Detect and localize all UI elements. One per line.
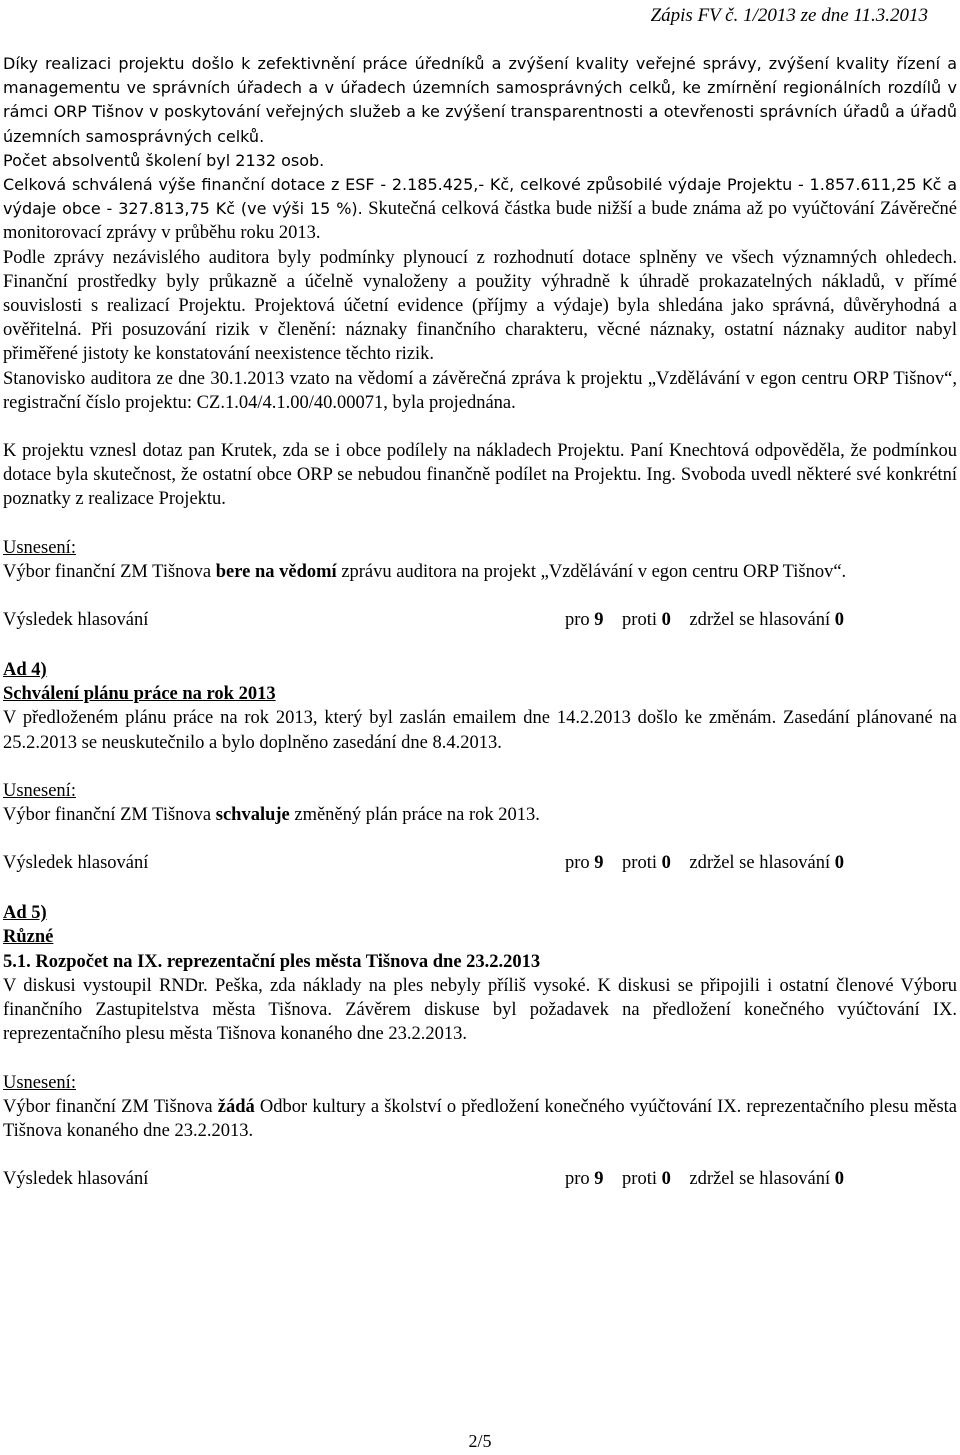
- vote-result-1: [3, 608, 957, 634]
- vote-label: Výsledek hlasování: [3, 610, 149, 631]
- agenda-item-5-1-heading: 5.1. Rozpočet na IX. reprezentační ples města Tišnova dne 23.2.2013: [3, 951, 541, 972]
- agenda-item-5-heading: Různé: [3, 927, 54, 948]
- resolution-2-verb: schvaluje: [215, 805, 290, 826]
- agenda-item-4-number: Ad 4): [3, 660, 47, 681]
- document-body: [3, 52, 957, 1193]
- funding-final: Skutečná celková částka bude nižší a bude známa až po vyúčtování Závěrečné monitorovací zprávy v průběhu roku 2013.: [3, 199, 957, 244]
- resolution-3-verb: žádá: [217, 1096, 255, 1117]
- paragraph-audit: Podle zprávy nezávislého auditora byly podmínky plynoucí z rozhodnutí dotace splněny ve všech významných ohledech. Finanční prostředky byly průkazně a účelně vynaloženy a použity výhradně k úhradě prokazatelných nákladů, v přímé souvislosti s realizací Projektu. Projektová účetní evidence (příjmy a výdaje) byla shledána jako správná, důvěryhodná a ověřitelná. Při posuzování rizik v členění: náznaky finančního charakteru, věcné náznaky, ostatní náznaky auditor nabyl přiměřené jistoty ke konstatování neexistence těchto rizik.: [3, 247, 957, 365]
- funding-amounts: Celková schválená výše finanční dotace z ESF - 2.185.425,- Kč, celkové způsobilé výdaje Projektu - 1.857.611,25 Kč a výdaje obce - 327.813,75 Kč (ve výši 15 %).: [3, 175, 957, 219]
- vote-result-3: [3, 1167, 957, 1193]
- agenda-item-5-number: Ad 5): [3, 903, 47, 924]
- vote-counts: pro 9 proti 0 zdržel se hlasování 0: [565, 853, 844, 874]
- vote-result-2: [3, 851, 957, 877]
- paragraph-funding: [3, 173, 957, 246]
- agenda-item-4-text: V předloženém plánu práce na rok 2013, který byl zaslán emailem dne 14.2.2013 došlo ke změnám. Zasedání plánované na 25.2.2013 se neuskutečnilo a bylo doplněno zasedání dne 8.4.2013.: [3, 708, 957, 753]
- page-number: 2/5: [468, 1431, 492, 1451]
- agenda-item-5-1-text: V diskusi vystoupil RNDr. Peška, zda náklady na ples nebyly příliš vysoké. K diskusi se připojili i ostatní členové Výboru finančního Zastupitelstva města Tišnova. Závěrem diskuse byl požadavek na předložení konečného vyúčtování IX. reprezentačního plesu města Tišnova konaného dne 23.2.2013.: [3, 975, 957, 1045]
- paragraph-auditor-statement: Stanovisko auditora ze dne 30.1.2013 vzato na vědomí a závěrečná zpráva k projektu „Vzdělávání v egon centru ORP Tišnov“, registrační číslo projektu: CZ.1.04/4.1.00/40.00071, byla projednána.: [3, 368, 957, 413]
- paragraph-project-results: Díky realizaci projektu došlo k zefektivnění práce úředníků a zvýšení kvality veřejné správy, zvýšení kvality řízení a managementu ve správních úřadech a v úřadech územních samosprávných celků, ke zmírnění regionálních rozdílů v rámci ORP Tišnov v poskytování veřejných služeb a ke zvýšení transparentnosti a otevřenosti správních úřadů a úřadů územních samosprávných celků.: [3, 54, 957, 146]
- vote-label: Výsledek hlasování: [3, 853, 149, 874]
- page-header: Zápis FV č. 1/2013 ze dne 11.3.2013: [650, 5, 928, 26]
- agenda-item-4-heading: Schválení plánu práce na rok 2013: [3, 684, 276, 705]
- paragraph-graduates: Počet absolventů školení byl 2132 osob.: [3, 150, 325, 170]
- resolution-1-verb: bere na vědomí: [215, 561, 337, 582]
- paragraph-discussion: K projektu vznesl dotaz pan Krutek, zda se i obce podílely na nákladech Projektu. Paní Knechtová odpověděla, že podmínkou dotace byla skutečnost, že ostatní obce ORP se nebudou finančně podílet na Projektu. Ing. Svoboda uvedl některé své konkrétní poznatky z realizace Projektu.: [3, 441, 957, 510]
- vote-counts: pro 9 proti 0 zdržel se hlasování 0: [565, 610, 844, 631]
- resolution-1: Výbor finanční ZM Tišnova bere na vědomí zprávu auditora na projekt „Vzdělávání v egon centru ORP Tišnov“.: [3, 561, 847, 582]
- resolution-2: Výbor finanční ZM Tišnova schvaluje změněný plán práce na rok 2013.: [3, 805, 540, 826]
- resolution-label: Usnesení:: [3, 780, 76, 801]
- resolution-label: Usnesení:: [3, 537, 76, 558]
- vote-label: Výsledek hlasování: [3, 1169, 149, 1190]
- vote-counts: pro 9 proti 0 zdržel se hlasování 0: [565, 1169, 844, 1190]
- resolution-label: Usnesení:: [3, 1072, 76, 1093]
- resolution-3: Výbor finanční ZM Tišnova žádá Odbor kultury a školství o předložení konečného vyúčtování IX. reprezentačního plesu města Tišnova konaného dne 23.2.2013.: [3, 1096, 957, 1141]
